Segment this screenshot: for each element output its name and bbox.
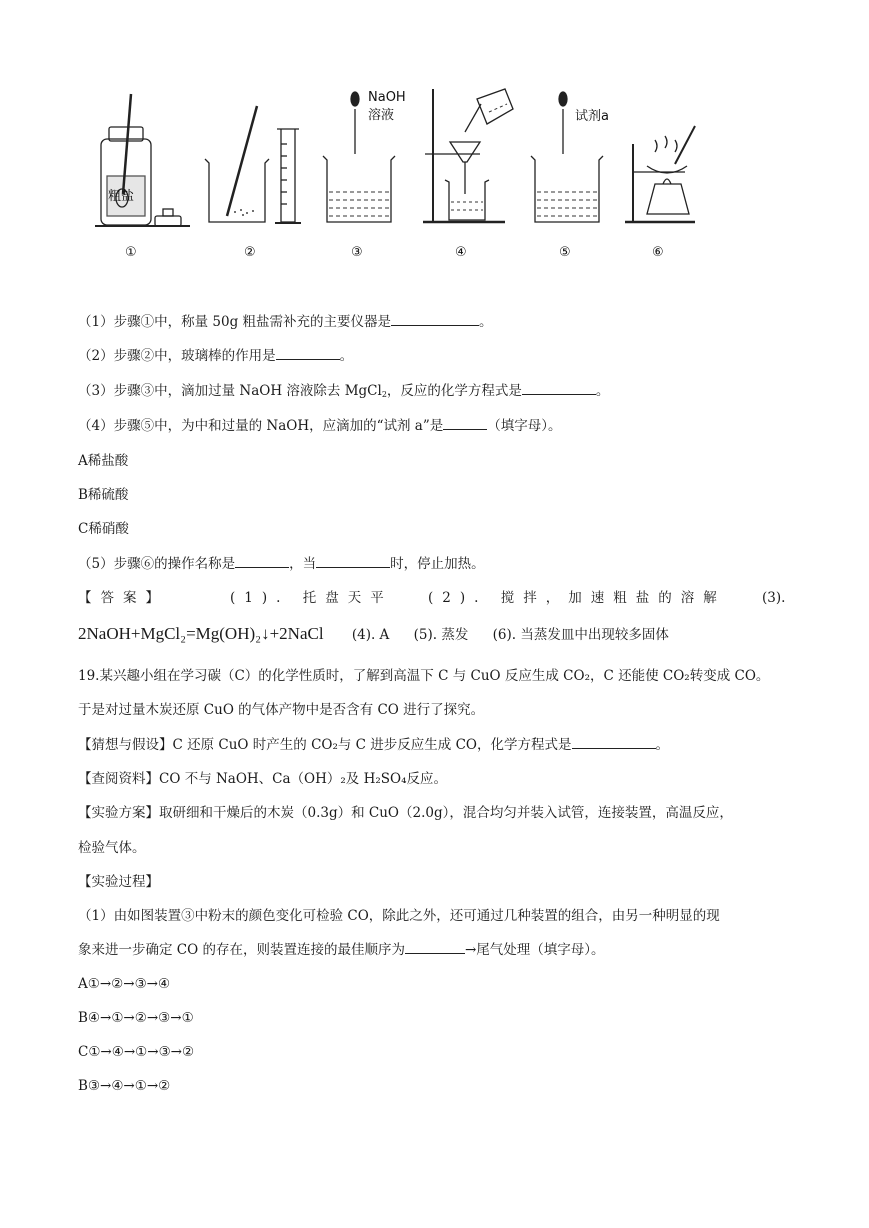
solution-label: 溶液 — [368, 108, 395, 123]
q19-option-b: B④→①→②→③→① — [78, 1010, 194, 1026]
reagent-jar-with-spoon — [95, 94, 190, 226]
step-2-label: ② — [244, 245, 256, 260]
q18-part5: （5）步骤⑥的操作名称是 ，当 时，停止加热。 — [78, 556, 485, 572]
option-c: C稀硝酸 — [78, 521, 129, 537]
experiment-steps-figure — [85, 84, 725, 264]
q19-references: 【查阅资料】CO 不与 NaOH、Ca（OH）₂及 H₂SO₄反应。 — [78, 771, 448, 787]
beaker-with-glass-rod — [205, 106, 301, 223]
answer-blank[interactable] — [405, 940, 465, 954]
q18-part4: （4）步骤⑤中，为中和过量的 NaOH，应滴加的“试剂 a”是 （填字母）。 — [78, 418, 562, 434]
step-4-label: ④ — [455, 245, 467, 260]
answer-heading: 【答案】 — [78, 590, 168, 606]
jar-label: 粗盐 — [108, 189, 135, 204]
filtration-setup — [423, 89, 513, 222]
chemical-equation: 2NaOH+MgCl₂=Mg(OH)₂↓+2NaCl — [78, 624, 324, 643]
answer-blank[interactable] — [443, 416, 487, 430]
option-b: B稀硫酸 — [78, 487, 129, 503]
q19-process-1: （1）由如图装置③中粉末的颜色变化可检验 CO，除此之外，还可通过几种装置的组合，由另一种明显的现 — [78, 908, 720, 924]
step-3-label: ③ — [351, 245, 363, 260]
option-a: A稀盐酸 — [78, 453, 129, 469]
q19-plan: 【实验方案】取研细和干燥后的木炭（0.3g）和 CuO（2.0g），混合均匀并装入试管，连接装置，高温反应， — [78, 805, 733, 821]
step-1-label: ① — [125, 245, 137, 260]
q19-intro-1: 19.某兴趣小组在学习碳（C）的化学性质时，了解到高温下 C 与 CuO 反应生成 CO₂，C 还能使 CO₂转变成 CO。 — [78, 668, 770, 684]
q19-plan-cont: 检验气体。 — [78, 840, 146, 856]
q19-process-heading: 【实验过程】 — [78, 874, 159, 890]
step-5-label: ⑤ — [559, 245, 571, 260]
q18-part2: （2）步骤②中，玻璃棒的作用是 。 — [78, 348, 354, 364]
answer-line-2: 2NaOH+MgCl₂=Mg(OH)₂↓+2NaCl (4). A (5). 蒸发 (6). 当蒸发皿中出现较多固体 — [78, 624, 669, 643]
q18-part1: （1）步骤①中，称量 50g 粗盐需补充的主要仪器是 。 — [78, 314, 493, 330]
naoh-label: NaOH — [368, 90, 406, 105]
answer-blank[interactable] — [572, 735, 656, 749]
answer-blank[interactable] — [316, 554, 390, 568]
evaporation-setup — [625, 126, 695, 222]
reagent-a-label: 试剂a — [575, 109, 609, 124]
q19-intro-2: 于是对过量木炭还原 CuO 的气体产物中是否含有 CO 进行了探究。 — [78, 702, 485, 718]
answer-blank[interactable] — [276, 346, 340, 360]
q19-hypothesis: 【猜想与假设】C 还原 CuO 时产生的 CO₂与 C 进步反应生成 CO，化学方程式是 。 — [78, 737, 669, 753]
answer-blank[interactable] — [522, 381, 596, 395]
answer-line-1: 【答案】 (1). 托盘天平 (2). 搅拌，加速粗盐的溶解 (3). — [78, 590, 786, 606]
answer-blank[interactable] — [391, 312, 479, 326]
q19-option-d: B③→④→①→② — [78, 1078, 171, 1094]
q19-process-2: 象来进一步确定 CO 的存在，则装置连接的最佳顺序为 →尾气处理（填字母）。 — [78, 942, 605, 958]
q19-option-a: A①→②→③→④ — [78, 976, 171, 992]
step-6-label: ⑥ — [652, 245, 664, 260]
q19-option-c: C①→④→①→③→② — [78, 1044, 195, 1060]
answer-blank[interactable] — [235, 554, 289, 568]
q18-part3: （3）步骤③中，滴加过量 NaOH 溶液除去 MgCl$_2$，反应的化学方程式是 。 — [78, 383, 610, 399]
